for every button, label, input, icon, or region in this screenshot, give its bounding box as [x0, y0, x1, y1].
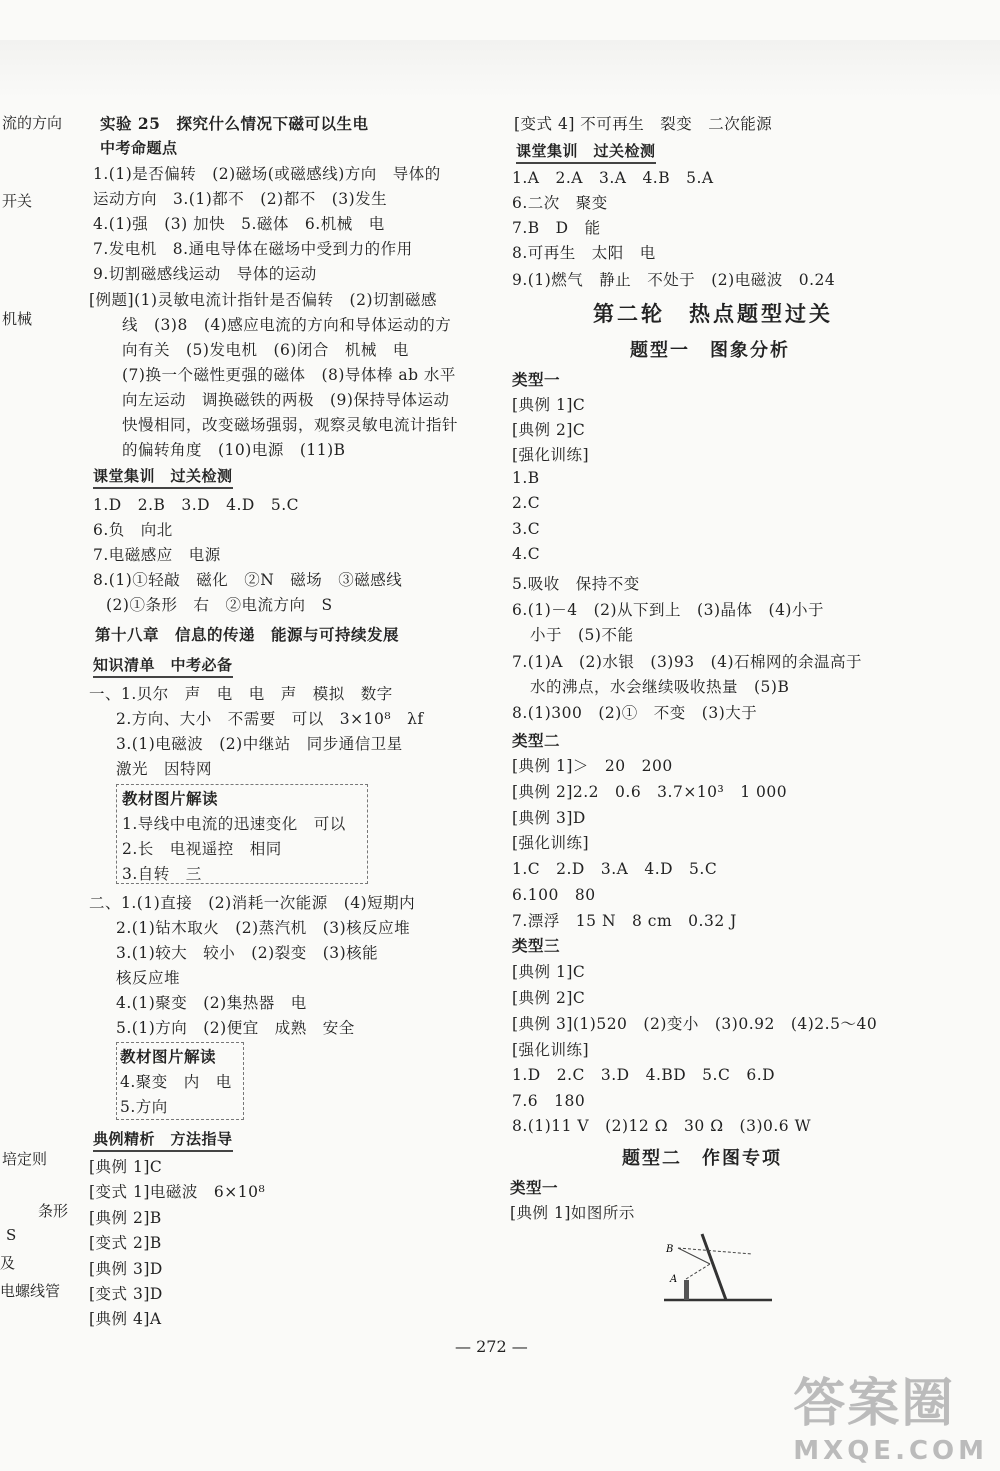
- answer-line: 3.(1)电磁波 (2)中继站 同步通信卫星: [116, 735, 403, 753]
- box-title: 教材图片解读: [122, 789, 219, 808]
- margin-fragment: 机械: [2, 310, 33, 328]
- answer-line: 向左运动 调换磁铁的两极 (9)保持导体运动: [122, 391, 450, 409]
- answer-line: [强化训练]: [512, 1041, 590, 1059]
- answer-line: 8.(1)11 V (2)12 Ω 30 Ω (3)0.6 W: [512, 1117, 812, 1135]
- answer-line: [典例 3]D: [89, 1260, 163, 1278]
- answer-line: [强化训练]: [512, 446, 590, 464]
- answer-line: [典例 1]C: [512, 396, 586, 414]
- watermark-text: 答案圈: [793, 1374, 956, 1434]
- subheading: 中考命题点: [100, 139, 178, 157]
- answer-line: 快慢相同，改变磁场强弱，观察灵敏电流计指针: [122, 416, 459, 434]
- answer-line: 4.聚变 内 电: [120, 1073, 232, 1091]
- margin-fragment: 开关: [2, 192, 33, 210]
- box-title: 教材图片解读: [120, 1047, 217, 1066]
- answer-line: [典例 2]2.2 0.6 3.7×10³ 1 000: [512, 783, 788, 801]
- answer-line: 8.(1)①轻敲 磁化 ②N 磁场 ③磁感线: [93, 571, 403, 589]
- margin-fragment: 培定则: [2, 1150, 48, 1168]
- answer-line: 7.漂浮 15 N 8 cm 0.32 J: [512, 912, 737, 930]
- answer-line: 7.B D 能: [512, 219, 601, 237]
- point-label: B: [666, 1244, 674, 1255]
- section-title: 题型一 图象分析: [630, 340, 790, 361]
- margin-fragment: 流的方向: [2, 114, 63, 132]
- page-number: — 272 —: [455, 1337, 528, 1356]
- answer-line: [典例 3]D: [512, 809, 586, 827]
- answer-line: 3.C: [512, 520, 541, 538]
- answer-line: [强化训练]: [512, 834, 590, 852]
- point-label: A: [670, 1274, 678, 1285]
- answer-column-left: [0, 0, 500, 1340]
- answer-line: [典例 2]B: [89, 1209, 162, 1227]
- answer-line: 4.(1)聚变 (2)集热器 电: [116, 994, 307, 1012]
- answer-line: [典例 1]C: [89, 1158, 163, 1176]
- answer-line: 向有关 (5)发电机 (6)闭合 机械 电: [122, 341, 409, 359]
- margin-fragment: 及: [0, 1254, 16, 1272]
- answer-line: (7)换一个磁性更强的磁体 (8)导体棒 ab 水平: [122, 366, 456, 384]
- answer-line: [变式 1]电磁波 6×10⁸: [89, 1183, 266, 1201]
- answer-line: 一、1.贝尔 声 电 电 声 模拟 数字: [89, 685, 393, 703]
- subheading: 课堂集训 过关检测: [516, 140, 656, 161]
- subheading: 典例精析 方法指导: [93, 1128, 233, 1149]
- type-heading: 类型三: [512, 936, 561, 955]
- ray-line: [686, 1264, 710, 1279]
- answer-line: [变式 4] 不可再生 裂变 二次能源: [514, 115, 773, 133]
- answer-line: 5.(1)方向 (2)便宜 成熟 安全: [116, 1019, 355, 1037]
- answer-line: [典例 1]＞ 20 200: [512, 757, 673, 775]
- answer-line: 核反应堆: [116, 969, 181, 987]
- answer-line: 1.D 2.B 3.D 4.D 5.C: [93, 496, 299, 514]
- answer-line: 2.长 电视遥控 相同: [122, 840, 282, 858]
- answer-line: 小于 (5)不能: [530, 626, 634, 644]
- subheading: 课堂集训 过关检测: [93, 465, 233, 486]
- section-heading: 实验 25 探究什么情况下磁可以生电: [100, 114, 369, 133]
- answer-line: 6.100 80: [512, 886, 596, 904]
- answer-line: [典例 4]A: [89, 1310, 162, 1328]
- subheading: 知识清单 中考必备: [93, 654, 233, 675]
- answer-line: 2.方向、大小 不需要 可以 3×10⁸ λf: [116, 710, 424, 728]
- answer-line: 7.电磁感应 电源: [93, 546, 221, 564]
- answer-line: 8.(1)300 (2)① 不变 (3)大于: [512, 704, 758, 722]
- type-heading: 类型二: [512, 731, 561, 750]
- answer-line: [变式 3]D: [89, 1285, 163, 1303]
- answer-line: [变式 2]B: [89, 1234, 162, 1252]
- answer-line: 6.(1)－4 (2)从下到上 (3)晶体 (4)小于: [512, 601, 824, 619]
- answer-line: 3.(1)较大 较小 (2)裂变 (3)核能: [116, 944, 379, 962]
- answer-line: 运动方向 3.(1)都不 (2)都不 (3)发生: [93, 190, 388, 208]
- answer-line: 4.C: [512, 545, 541, 563]
- type-heading: 类型一: [510, 1178, 559, 1197]
- candle-shape: [684, 1280, 689, 1300]
- answer-line: 9.切割磁感线运动 导体的运动: [93, 265, 317, 283]
- answer-line: 2.(1)钻木取火 (2)蒸汽机 (3)核反应堆: [116, 919, 411, 937]
- answer-line: 9.(1)燃气 静止 不处于 (2)电磁波 0.24: [512, 271, 836, 289]
- answer-line: 水的沸点，水会继续吸收热量 (5)B: [530, 678, 790, 696]
- margin-fragment: S: [6, 1226, 17, 1244]
- watermark-logo: [793, 1361, 988, 1466]
- answer-line: 7.发电机 8.通电导体在磁场中受到力的作用: [93, 240, 413, 258]
- answer-line: 7.6 180: [512, 1092, 586, 1110]
- answer-line: [典例 2]C: [512, 989, 586, 1007]
- margin-fragment: 电螺线管: [0, 1282, 61, 1300]
- answer-line: 激光 因特网: [116, 760, 213, 778]
- answer-line: 1.(1)是否偏转 (2)磁场(或磁感线)方向 导体的: [93, 165, 441, 183]
- answer-column-right: [500, 0, 1000, 1340]
- margin-fragment: 条形: [38, 1202, 69, 1220]
- answer-line: 1.C 2.D 3.A 4.D 5.C: [512, 860, 718, 878]
- round-title: 第二轮 热点题型过关: [593, 301, 833, 326]
- answer-line: 5.方向: [120, 1098, 168, 1116]
- answer-line: 二、1.(1)直接 (2)消耗一次能源 (4)短期内: [89, 894, 416, 912]
- answer-line: 5.吸收 保持不变: [512, 575, 640, 593]
- answer-line: 1.导线中电流的迅速变化 可以: [122, 815, 346, 833]
- section-title: 题型二 作图专项: [622, 1148, 782, 1169]
- answer-line: 4.(1)强 (3) 加快 5.磁体 6.机械 电: [93, 215, 385, 233]
- answer-line: 8.可再生 太阳 电: [512, 244, 656, 262]
- answer-line: [典例 1]如图所示: [510, 1204, 635, 1222]
- answer-line: 1.A 2.A 3.A 4.B 5.A: [512, 169, 714, 187]
- answer-line: 7.(1)A (2)水银 (3)93 (4)石棉网的余温高于: [512, 653, 863, 671]
- answer-line: [例题](1)灵敏电流计指针是否偏转 (2)切割磁感: [89, 291, 438, 309]
- answer-line: 3.自转 三: [122, 865, 202, 883]
- answer-line: 2.C: [512, 494, 541, 512]
- chapter-title: 第十八章 信息的传递 能源与可持续发展: [95, 625, 400, 644]
- reflection-diagram: [664, 1232, 774, 1307]
- answer-line: [典例 3](1)520 (2)变小 (3)0.92 (4)2.5～40: [512, 1015, 878, 1033]
- answer-line: 6.负 向北: [93, 521, 173, 539]
- answer-line: [典例 2]C: [512, 421, 586, 439]
- answer-line: [典例 1]C: [512, 963, 586, 981]
- type-heading: 类型一: [512, 370, 561, 389]
- answer-line: 线 (3)8 (4)感应电流的方向和导体运动的方: [122, 316, 452, 334]
- watermark-url: MXQE.COM: [793, 1436, 988, 1466]
- answer-line: 1.D 2.C 3.D 4.BD 5.C 6.D: [512, 1066, 776, 1084]
- answer-line: 1.B: [512, 469, 540, 487]
- answer-line: 的偏转角度 (10)电源 (11)B: [122, 441, 346, 459]
- answer-line: 6.二次 聚变: [512, 194, 608, 212]
- answer-line: (2)①条形 右 ②电流方向 S: [106, 596, 333, 614]
